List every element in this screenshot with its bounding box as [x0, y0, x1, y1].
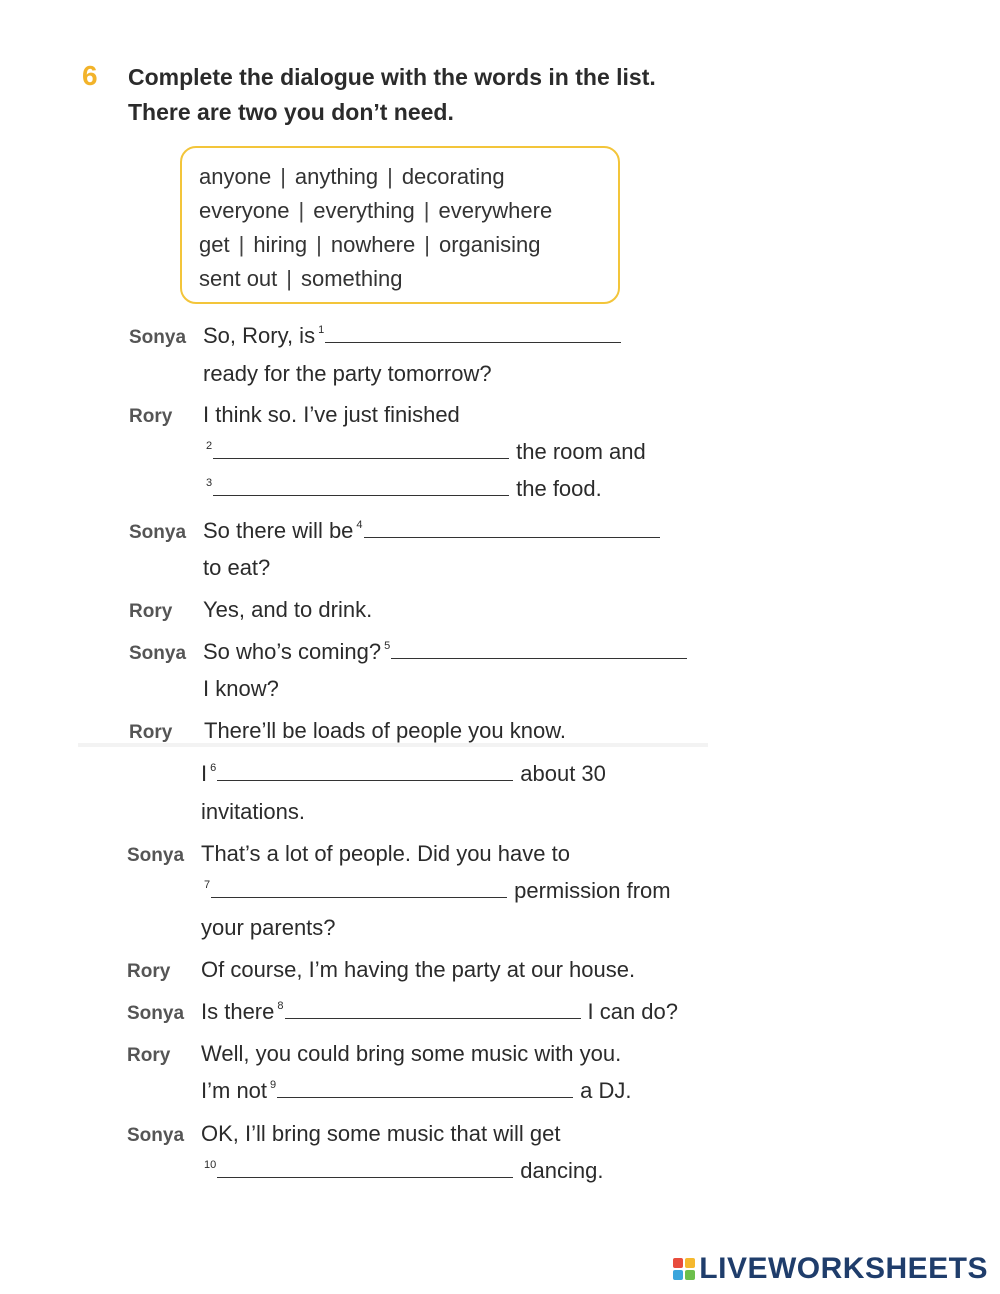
word-everyone: everyone	[199, 198, 290, 223]
dialogue-line: Of course, I’m having the party at our house.	[201, 957, 636, 982]
dialogue-line: I think so. I’ve just finished	[203, 402, 460, 427]
speaker-label: Sonya	[127, 845, 185, 866]
separator: |	[238, 232, 245, 257]
dialogue-line	[201, 1078, 632, 1104]
speaker-label: Sonya	[129, 522, 187, 543]
separator: |	[298, 198, 305, 223]
dialogue-line: ready for the party tomorrow?	[203, 361, 492, 386]
dialogue-line: your parents?	[201, 915, 336, 940]
line-text: the food.	[516, 476, 602, 501]
liveworksheets-logo	[673, 1252, 988, 1286]
dialogue-line: to eat?	[203, 555, 271, 580]
dialogue-line: I know?	[203, 676, 279, 701]
word-hiring: hiring	[253, 232, 308, 257]
line-text: I	[201, 761, 208, 786]
logo-square	[685, 1270, 695, 1280]
word-sent-out: sent out	[199, 266, 278, 291]
separator: |	[423, 198, 430, 223]
dialogue-line: Well, you could bring some music with you.	[201, 1041, 622, 1066]
separator: |	[316, 232, 322, 257]
logo-square	[673, 1270, 683, 1280]
answer-blank-10[interactable]	[217, 1159, 513, 1178]
line-text: I can do?	[587, 999, 679, 1024]
gap-number: 7	[204, 879, 211, 891]
dialogue-line: There’ll be loads of people you know.	[204, 718, 567, 743]
dialogue-line	[203, 518, 660, 544]
line-text: So who’s coming?	[203, 639, 382, 664]
word-list-line-3	[199, 232, 540, 258]
page-seam	[78, 743, 708, 747]
word-everywhere: everywhere	[438, 198, 553, 223]
dialogue-line	[201, 1158, 603, 1184]
dialogue-line: OK, I’ll bring some music that will get	[201, 1121, 561, 1146]
line-text: the room and	[516, 439, 646, 464]
dialogue-line	[201, 999, 678, 1025]
speaker-label: Rory	[127, 961, 171, 982]
dialogue-line	[203, 639, 687, 665]
word-anyone: anyone	[199, 164, 272, 189]
separator: |	[280, 164, 286, 189]
logo-text: LIVEWORKSHEETS	[699, 1252, 988, 1285]
dialogue-line: Yes, and to drink.	[203, 597, 373, 622]
dialogue-line: That’s a lot of people. Did you have to	[201, 841, 570, 866]
word-list-line-2	[199, 198, 552, 224]
speaker-label: Sonya	[127, 1003, 185, 1024]
separator: |	[424, 232, 430, 257]
gap-number: 5	[384, 640, 391, 652]
separator: |	[387, 164, 393, 189]
logo-mark-icon	[673, 1258, 695, 1280]
gap-number: 8	[277, 1000, 284, 1012]
gap-number: 9	[270, 1079, 277, 1091]
answer-blank-7[interactable]	[211, 879, 507, 898]
exercise-title-line-2: There are two you don’t need.	[128, 99, 454, 125]
line-text: Is there	[201, 999, 275, 1024]
word-get: get	[199, 232, 230, 257]
speaker-label: Rory	[129, 406, 173, 427]
word-list-line-4	[199, 266, 403, 292]
word-anything: anything	[294, 164, 379, 189]
speaker-label: Rory	[127, 1045, 171, 1066]
answer-blank-2[interactable]	[213, 440, 509, 459]
answer-blank-8[interactable]	[285, 1000, 581, 1019]
word-everything: everything	[313, 198, 415, 223]
dialogue-line	[201, 878, 671, 904]
gap-number: 4	[356, 519, 363, 531]
dialogue-line: invitations.	[201, 799, 305, 824]
answer-blank-1[interactable]	[325, 324, 621, 343]
answer-blank-6[interactable]	[217, 762, 513, 781]
gap-number: 6	[210, 762, 217, 774]
word-nowhere: nowhere	[330, 232, 416, 257]
line-text: So there will be	[203, 518, 354, 543]
speaker-label: Rory	[129, 601, 173, 622]
line-text: I’m not	[201, 1078, 268, 1103]
line-text: permission from	[514, 878, 671, 903]
dialogue-line	[203, 323, 621, 349]
gap-number: 3	[206, 477, 213, 489]
answer-blank-5[interactable]	[391, 640, 687, 659]
word-something: something	[301, 266, 403, 291]
dialogue-line	[203, 476, 602, 502]
answer-blank-4[interactable]	[364, 519, 660, 538]
word-list-line-1	[199, 164, 505, 190]
gap-number: 10	[204, 1159, 217, 1171]
separator: |	[286, 266, 292, 291]
dialogue-line	[203, 439, 646, 465]
dialogue-line	[201, 761, 606, 787]
line-text: So, Rory, is	[203, 323, 316, 348]
answer-blank-3[interactable]	[213, 477, 509, 496]
word-decorating: decorating	[401, 164, 505, 189]
line-text: a DJ.	[580, 1078, 632, 1103]
word-organising: organising	[438, 232, 541, 257]
line-text: dancing.	[520, 1158, 604, 1183]
speaker-label: Rory	[129, 722, 173, 743]
exercise-title-line-1: Complete the dialogue with the words in the list.	[128, 64, 656, 90]
speaker-label: Sonya	[127, 1125, 185, 1146]
logo-square	[673, 1258, 683, 1268]
exercise-number: 6	[82, 60, 98, 91]
logo-square	[685, 1258, 695, 1268]
speaker-label: Sonya	[129, 327, 187, 348]
gap-number: 1	[318, 324, 325, 336]
answer-blank-9[interactable]	[277, 1079, 573, 1098]
speaker-label: Sonya	[129, 643, 187, 664]
gap-number: 2	[206, 440, 213, 452]
line-text: about 30	[520, 761, 606, 786]
